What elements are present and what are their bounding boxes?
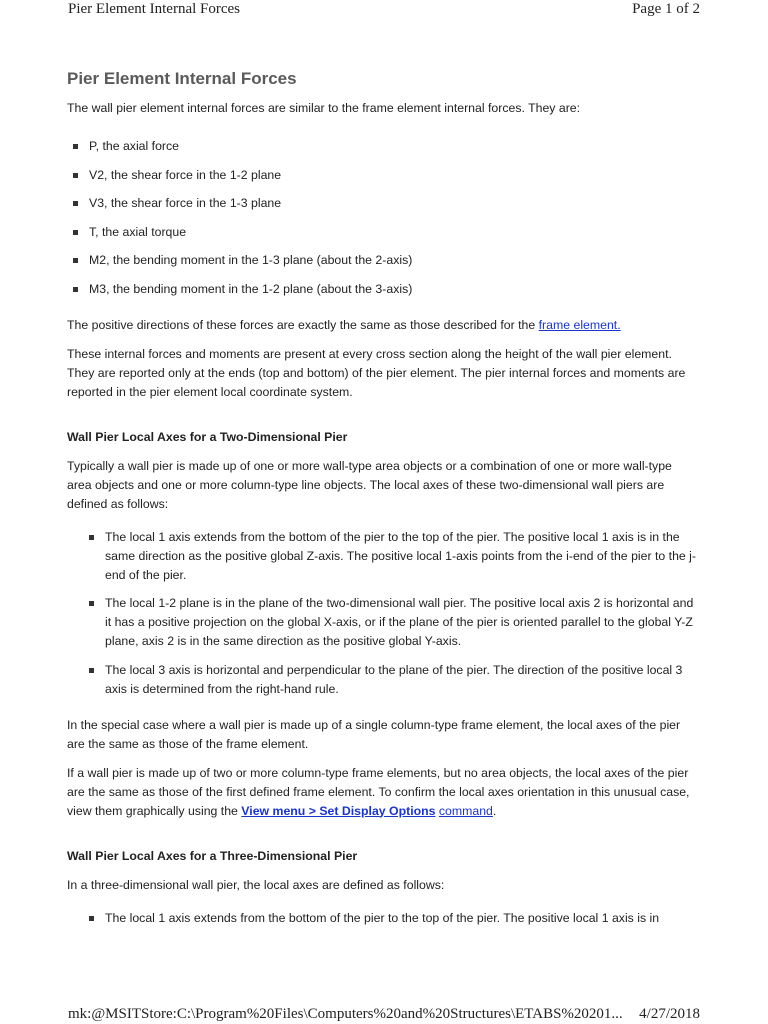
bullet-icon [73, 230, 78, 235]
list-item: The local 3 axis is horizontal and perpendicular to the plane of the pier. The direction of the positive local 3 axis is determined from the right-hand rule. [105, 661, 699, 699]
local-axes-2d-list [67, 528, 699, 699]
bullet-icon [73, 144, 78, 149]
bullet-icon [73, 258, 78, 263]
footer-date: 4/27/2018 [639, 1006, 700, 1022]
list-item: The local 1 axis extends from the bottom of the pier to the top of the pier. The positive local 1 axis is in [105, 909, 699, 928]
bullet-icon [73, 201, 78, 206]
footer-path: mk:@MSITStore:C:\Program%20Files\Computers%20and%20Structures\ETABS%20201... [68, 1006, 623, 1022]
list-item: V2, the shear force in the 1-2 plane [89, 166, 699, 185]
list-item: The local 1-2 plane is in the plane of the two-dimensional wall pier. The positive local axis 2 is horizontal and it has a positive projection on the global X-axis, or if the plane of the pier is oriented parallel to the global Y-Z plane, axis 2 is in the same direction as the positive global Y-axis. [105, 594, 699, 651]
document-content [67, 66, 699, 945]
special-case-paragraph: In the special case where a wall pier is made up of a single column-type frame element, the local axes of the pier are the same as those of the frame element. [67, 717, 681, 751]
bullet-icon [89, 535, 94, 540]
list-item: The local 1 axis extends from the bottom of the pier to the top of the pier. The positive local 1 axis is in the same direction as the positive global Z-axis. The positive local 1-axis points from the i-end of the pier to the j-end of the pier. [105, 528, 699, 585]
header-page-number: Page 1 of 2 [632, 1, 700, 17]
bullet-icon [73, 173, 78, 178]
section-2d-intro: Typically a wall pier is made up of one or more wall-type area objects or a combination of one or more wall-type area objects and one or more column-type line objects. The local axes of these two-dimensional wall piers are defined as follows: [67, 458, 672, 511]
section-heading-3d: Wall Pier Local Axes for a Three-Dimensional Pier [67, 848, 358, 863]
internal-forces-paragraph: These internal forces and moments are present at every cross section along the height of the wall pier element. They are reported only at the ends (top and bottom) of the pier element. The pier internal forces and moments are reported in the pier element local coordinate system. [67, 346, 686, 399]
section-heading-2d: Wall Pier Local Axes for a Two-Dimensional Pier [67, 429, 348, 444]
two-or-more-paragraph: If a wall pier is made up of two or more column-type frame elements, but no area objects, the local axes of the pier are the same as those of the first defined frame element. To confirm the local axes orientation in this unusual case, view them graphically using the View menu > Set Display Options command. [67, 765, 690, 818]
section-3d-intro: In a three-dimensional wall pier, the local axes are defined as follows: [67, 877, 445, 892]
list-item: M2, the bending moment in the 1-3 plane (about the 2-axis) [89, 251, 699, 270]
positive-directions-paragraph: The positive directions of these forces are exactly the same as those described for the frame element. [67, 317, 621, 332]
bullet-icon [89, 916, 94, 921]
header-title: Pier Element Internal Forces [68, 1, 241, 17]
bullet-icon [73, 287, 78, 292]
bullet-icon [89, 601, 94, 606]
frame-element-link[interactable]: frame element. [538, 317, 621, 332]
list-item: T, the axial torque [89, 223, 699, 242]
list-item: P, the axial force [89, 137, 699, 156]
view-menu-link[interactable]: View menu > Set Display Options [241, 803, 436, 818]
intro-paragraph: The wall pier element internal forces are similar to the frame element internal forces. They are: [67, 101, 581, 115]
page-title: Pier Element Internal Forces [67, 69, 297, 88]
command-link[interactable]: command [438, 803, 493, 818]
local-axes-3d-list [67, 909, 699, 928]
list-item: V3, the shear force in the 1-3 plane [89, 194, 699, 213]
bullet-icon [89, 668, 94, 673]
list-item: M3, the bending moment in the 1-2 plane (about the 3-axis) [89, 280, 699, 299]
forces-list [67, 137, 699, 299]
